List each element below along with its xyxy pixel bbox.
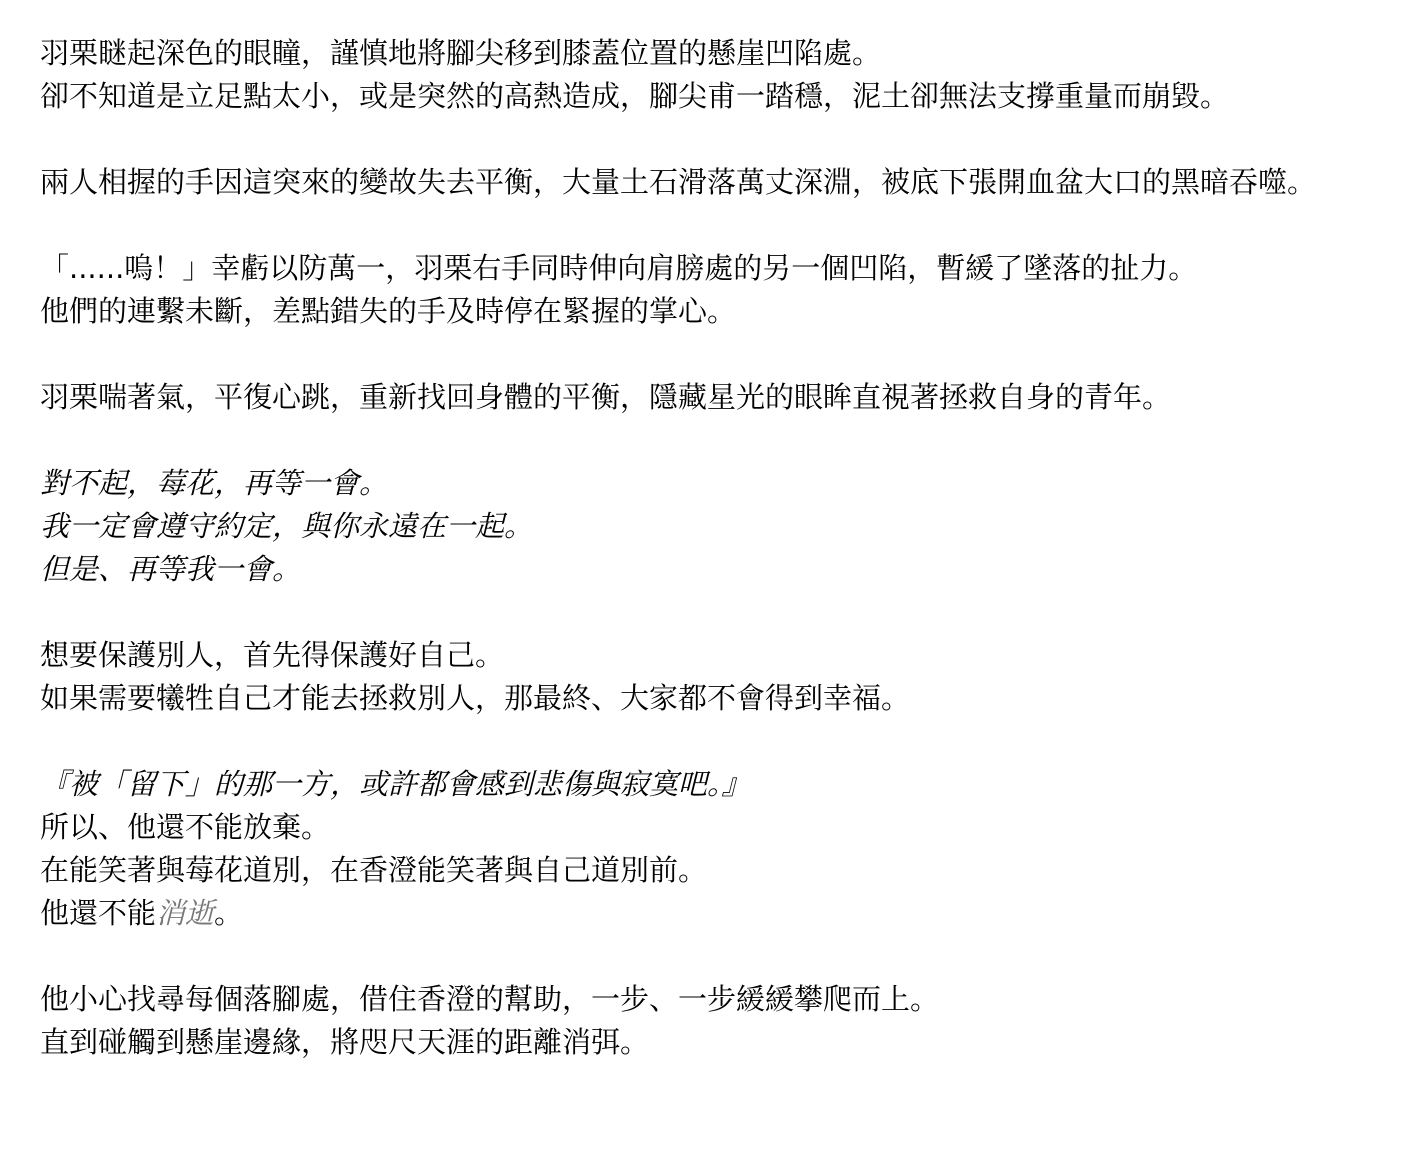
paragraph-8 [40, 978, 1340, 1064]
italic-text-line: 但是、再等我一會。 [40, 552, 302, 586]
emphasis-word: 消逝 [156, 896, 215, 930]
paragraph-4 [40, 376, 1340, 419]
text-line: 卻不知道是立足點太小，或是突然的高熱造成，腳尖甫一踏穩，泥土卻無法支撐重量而崩毀。 [40, 79, 1230, 113]
paragraph-7 [40, 763, 1340, 935]
italic-quote-line: 『被「留下」的那一方，或許都會感到悲傷與寂寞吧。』 [40, 767, 751, 801]
text-line: 他們的連繫未斷，差點錯失的手及時停在緊握的掌心。 [40, 294, 737, 328]
text-line-with-emphasis [40, 892, 1340, 935]
text-line: 所以、他還不能放棄。 [40, 810, 331, 844]
text-line: 在能笑著與莓花道別，在香澄能笑著與自己道別前。 [40, 853, 708, 887]
italic-text-line: 我一定會遵守約定，與你永遠在一起。 [40, 509, 534, 543]
text-segment: 他還不能 [40, 896, 157, 930]
text-segment: 。 [214, 896, 244, 930]
paragraph-6 [40, 634, 1340, 720]
text-line: 羽栗瞇起深色的眼瞳，謹慎地將腳尖移到膝蓋位置的懸崖凹陷處。 [40, 36, 882, 70]
paragraph-2 [40, 161, 1340, 204]
paragraph-5-inner-thought [40, 462, 1340, 591]
paragraph-3 [40, 247, 1340, 333]
text-line: 想要保護別人，首先得保護好自己。 [40, 638, 505, 672]
text-line: 羽栗喘著氣，平復心跳，重新找回身體的平衡，隱藏星光的眼眸直視著拯救自身的青年。 [40, 380, 1172, 414]
text-line: 如果需要犧牲自己才能去拯救別人，那最終、大家都不會得到幸福。 [40, 681, 911, 715]
paragraph-1 [40, 32, 1340, 118]
text-line: 「......嗚！」幸虧以防萬一，羽栗右手同時伸向肩膀處的另一個凹陷，暫緩了墜落的扯力。 [40, 251, 1198, 285]
text-line: 兩人相握的手因這突來的變故失去平衡，大量土石滑落萬丈深淵，被底下張開血盆大口的黑暗吞噬。 [40, 165, 1317, 199]
text-line: 他小心找尋每個落腳處，借住香澄的幫助，一步、一步緩緩攀爬而上。 [40, 982, 940, 1016]
text-line: 直到碰觸到懸崖邊緣，將咫尺天涯的距離消弭。 [40, 1025, 650, 1059]
italic-text-line: 對不起，莓花，再等一會。 [40, 466, 389, 500]
story-document [40, 32, 1340, 1064]
